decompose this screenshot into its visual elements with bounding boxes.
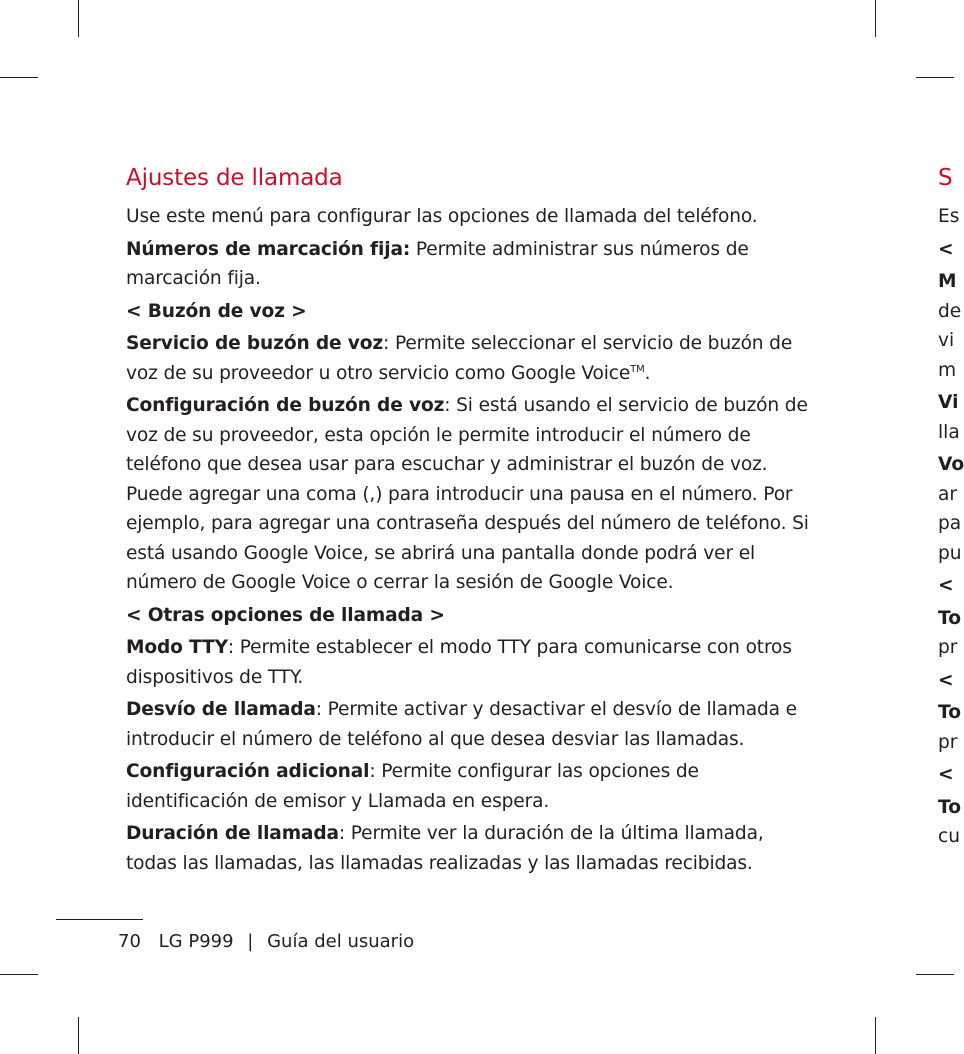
duration-label: Duración de llamada — [126, 823, 339, 844]
right-page-line: M — [938, 271, 957, 292]
crop-mark — [875, 0, 876, 37]
crop-mark — [916, 77, 954, 78]
right-page-line: pa — [938, 513, 962, 534]
duration-text: : Permite ver la duración de la última llamada, todas las llamadas, las llamadas realizadas y las llamadas recibidas. — [126, 823, 764, 874]
right-page-line: vi — [938, 330, 955, 351]
crop-mark — [0, 77, 38, 78]
intro-paragraph — [126, 202, 816, 232]
right-page-line: ar — [938, 483, 958, 505]
crop-mark — [875, 1017, 876, 1054]
right-page-line: de — [938, 300, 962, 322]
crop-mark — [78, 1017, 79, 1054]
right-page-line: pu — [938, 542, 962, 564]
vm-service-label: Servicio de buzón de voz — [126, 333, 384, 354]
fdn-label: Números de marcación fija: — [126, 238, 411, 260]
right-page-title: S — [938, 165, 953, 191]
vm-service-text: : Permite seleccionar el servicio de buzón de voz de su proveedor u otro servicio como Google Voice — [126, 333, 793, 384]
forward-paragraph — [126, 695, 816, 754]
fdn-paragraph — [126, 235, 816, 294]
right-page-line: cu — [938, 826, 961, 847]
right-page-line: To — [938, 702, 961, 723]
trademark-mark: TM — [630, 363, 645, 375]
tty-paragraph — [126, 633, 816, 692]
crop-mark — [0, 974, 38, 975]
vm-settings-label: Configuración de buzón de voz — [126, 395, 445, 416]
intro-text: Use este menú para configurar las opciones de llamada del teléfono. — [126, 206, 758, 227]
right-page-fragment — [938, 163, 964, 863]
footer-separator: | — [247, 931, 254, 952]
right-page-line: To — [938, 607, 961, 629]
right-page-line: pr — [938, 731, 958, 753]
right-page-line: lla — [938, 421, 960, 443]
right-page-line: Es — [938, 206, 960, 227]
right-page-line: < — [938, 764, 954, 785]
fdn-text: Permite administrar sus números de marcación fija. — [126, 238, 749, 289]
forward-label: Desvío de llamada — [126, 699, 316, 720]
right-page-line: < — [938, 238, 954, 260]
section-title: Ajustes de llamada — [126, 165, 343, 191]
right-page-line: < — [938, 575, 954, 596]
forward-text: : Permite activar y desactivar el desvío de llamada e introducir el número de teléfono al que desea desviar las llamadas. — [126, 699, 797, 750]
right-page-line: Vi — [938, 392, 959, 413]
vm-service-end: . — [644, 362, 651, 384]
footer-model: LG P999 — [158, 931, 234, 952]
additional-label: Configuración adicional — [126, 761, 370, 782]
duration-paragraph — [126, 819, 816, 878]
right-page-line: m — [938, 359, 957, 381]
voicemail-header: < Buzón de voz > — [126, 300, 307, 322]
right-page-line: pr — [938, 637, 958, 658]
vm-settings-text: : Si está usando el servicio de buzón de voz de su proveedor, esta opción le permite introducir el número de teléfono que desea usar para escuchar y administrar el buzón de voz. Puede agregar una coma (,) para introducir una pausa en el número. Por ejemplo, para agregar una contraseña después del número de teléfono. Si está usando Google Voice, se abrirá una pantalla donde podrá ver el número de Google Voice o cerrar la sesión de Google Voice. — [126, 395, 809, 593]
other-options-header: < Otras opciones de llamada > — [126, 604, 445, 626]
tty-label: Modo TTY — [126, 637, 228, 658]
footer-rule — [56, 919, 143, 920]
page-number: 70 — [118, 931, 141, 952]
vm-service-paragraph — [126, 329, 816, 388]
footer-guide: Guía del usuario — [267, 931, 415, 952]
crop-mark — [78, 0, 79, 37]
tty-text: : Permite establecer el modo TTY para comunicarse con otros dispositivos de TTY. — [126, 637, 792, 688]
right-page-line: Vo — [938, 454, 964, 475]
crop-mark — [916, 974, 954, 975]
right-page-line: To — [938, 796, 961, 818]
left-page-content — [126, 163, 816, 881]
page-footer — [118, 929, 414, 955]
additional-paragraph — [126, 757, 816, 816]
vm-settings-paragraph — [126, 391, 816, 598]
additional-text: : Permite configurar las opciones de identificación de emisor y Llamada en espera. — [126, 761, 699, 812]
right-page-line: < — [938, 669, 954, 691]
